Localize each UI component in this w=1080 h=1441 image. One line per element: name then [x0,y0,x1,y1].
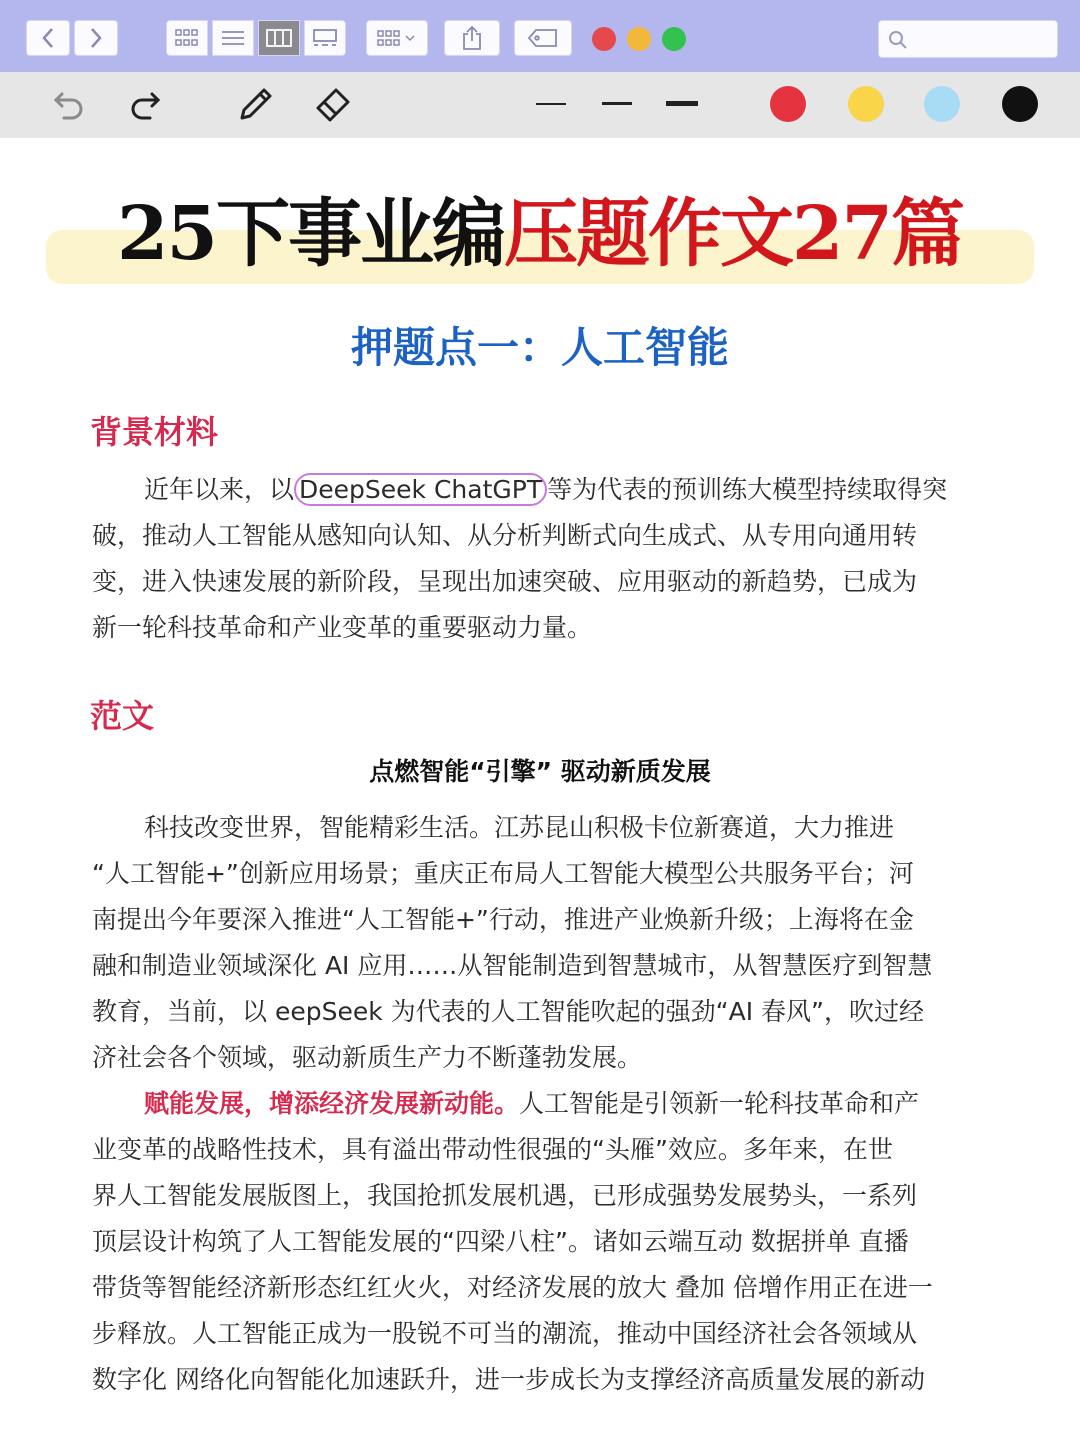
essay-heading: 范文 [90,697,155,735]
emphasis-lead: 赋能发展，增添经济发展新动能。 [144,1089,520,1118]
essay-title: 点燃智能“引擎” 驱动新质发展 [369,757,711,786]
color-swatch-yellow[interactable] [848,86,884,122]
search-input[interactable] [878,20,1058,58]
text-line: 界人工智能发展版图上，我国抢抓发展机遇，已形成强势发展势头，一系列 [92,1181,918,1210]
color-swatch-red[interactable] [770,86,806,122]
text-line: 业变革的战略性技术，具有溢出带动性很强的“头雁”效应。多年来，在世 [92,1135,893,1164]
pencil-icon[interactable] [234,84,276,126]
text-line: 变，进入快速发展的新阶段，呈现出加速突破、应用驱动的新趋势，已成为 [92,567,918,596]
redo-icon[interactable] [126,86,162,122]
chevron-right-icon [88,27,104,49]
share-icon [461,25,483,51]
text-line: 带货等智能经济新形态红红火火，对经济发展的放大 叠加 倍增作用正在进一 [92,1273,933,1302]
column-view-button[interactable] [258,20,300,56]
text-line: 融和制造业领域深化 AI 应用……从智能制造到智慧城市，从智慧医疗到智慧 [92,951,933,980]
text-line: 新一轮科技革命和产业变革的重要驱动力量。 [92,613,593,642]
document-title [0,186,1080,282]
text-line: 济社会各个领域，驱动新质生产力不断蓬勃发展。 [92,1043,643,1072]
tag-button[interactable] [514,20,572,56]
text-line [92,467,992,513]
group-button[interactable] [366,20,428,56]
color-swatch-lightblue[interactable] [924,86,960,122]
share-button[interactable] [444,20,500,56]
gallery-view-icon [312,29,338,47]
circled-annotation: DeepSeek ChatGPT [294,473,547,506]
essay-paragraph-2 [92,1081,992,1403]
text-line: 教育，当前，以 eepSeek 为代表的人工智能吹起的强劲“AI 春风”，吹过经 [92,997,924,1026]
list-view-button[interactable] [212,20,254,56]
red-tag-dot[interactable] [592,27,616,51]
text-segment: 等为代表的预训练大模型持续取得突 [547,475,948,504]
eraser-icon[interactable] [312,84,354,126]
chevron-left-icon [40,27,56,49]
color-swatch-black[interactable] [1002,86,1038,122]
list-view-icon [221,29,245,47]
group-icon [377,29,417,47]
topic-subtitle: 押题点一：人工智能 [350,323,729,372]
text-segment: 人工智能是引领新一轮科技革命和产 [519,1089,920,1118]
text-line: 南提出今年要深入推进“人工智能+”行动，推进产业焕新升级；上海将在金 [92,905,914,934]
text-line: 破，推动人工智能从感知向认知、从分析判断式向生成式、从专用向通用转 [92,521,918,550]
forward-button[interactable] [74,20,118,56]
line-width-thick[interactable] [666,101,698,106]
grid-view-icon [175,29,199,47]
tag-icon [528,28,558,48]
title-black-part: 25下事业编 [117,191,504,277]
column-view-icon [266,29,292,47]
title-red-part: 压题作文27篇 [504,191,963,277]
top-toolbar [0,0,1080,72]
background-paragraph [92,467,992,651]
green-tag-dot[interactable] [662,27,686,51]
text-line: “人工智能+”创新应用场景；重庆正布局人工智能大模型公共服务平台；河 [92,859,914,888]
annotation-toolbar [0,72,1080,138]
back-button[interactable] [26,20,70,56]
yellow-tag-dot[interactable] [627,27,651,51]
text-line: 数字化 网络化向智能化加速跃升，进一步成长为支撑经济高质量发展的新动 [92,1365,925,1394]
undo-icon[interactable] [52,86,88,122]
line-width-thin[interactable] [536,103,566,105]
text-line: 顶层设计构筑了人工智能发展的“四梁八柱”。诸如云端互动 数据拼单 直播 [92,1227,909,1256]
text-segment: 近年以来，以 [144,475,295,504]
text-line: 步释放。人工智能正成为一股锐不可当的潮流，推动中国经济社会各领域从 [92,1319,918,1348]
grid-view-button[interactable] [166,20,208,56]
gallery-view-button[interactable] [304,20,346,56]
search-icon [887,29,909,51]
background-heading: 背景材料 [90,413,219,451]
essay-paragraph-1 [92,805,992,1081]
line-width-medium[interactable] [602,102,632,105]
text-line [92,1081,992,1127]
text-line: 科技改变世界，智能精彩生活。江苏昆山积极卡位新赛道，大力推进 [144,813,895,842]
